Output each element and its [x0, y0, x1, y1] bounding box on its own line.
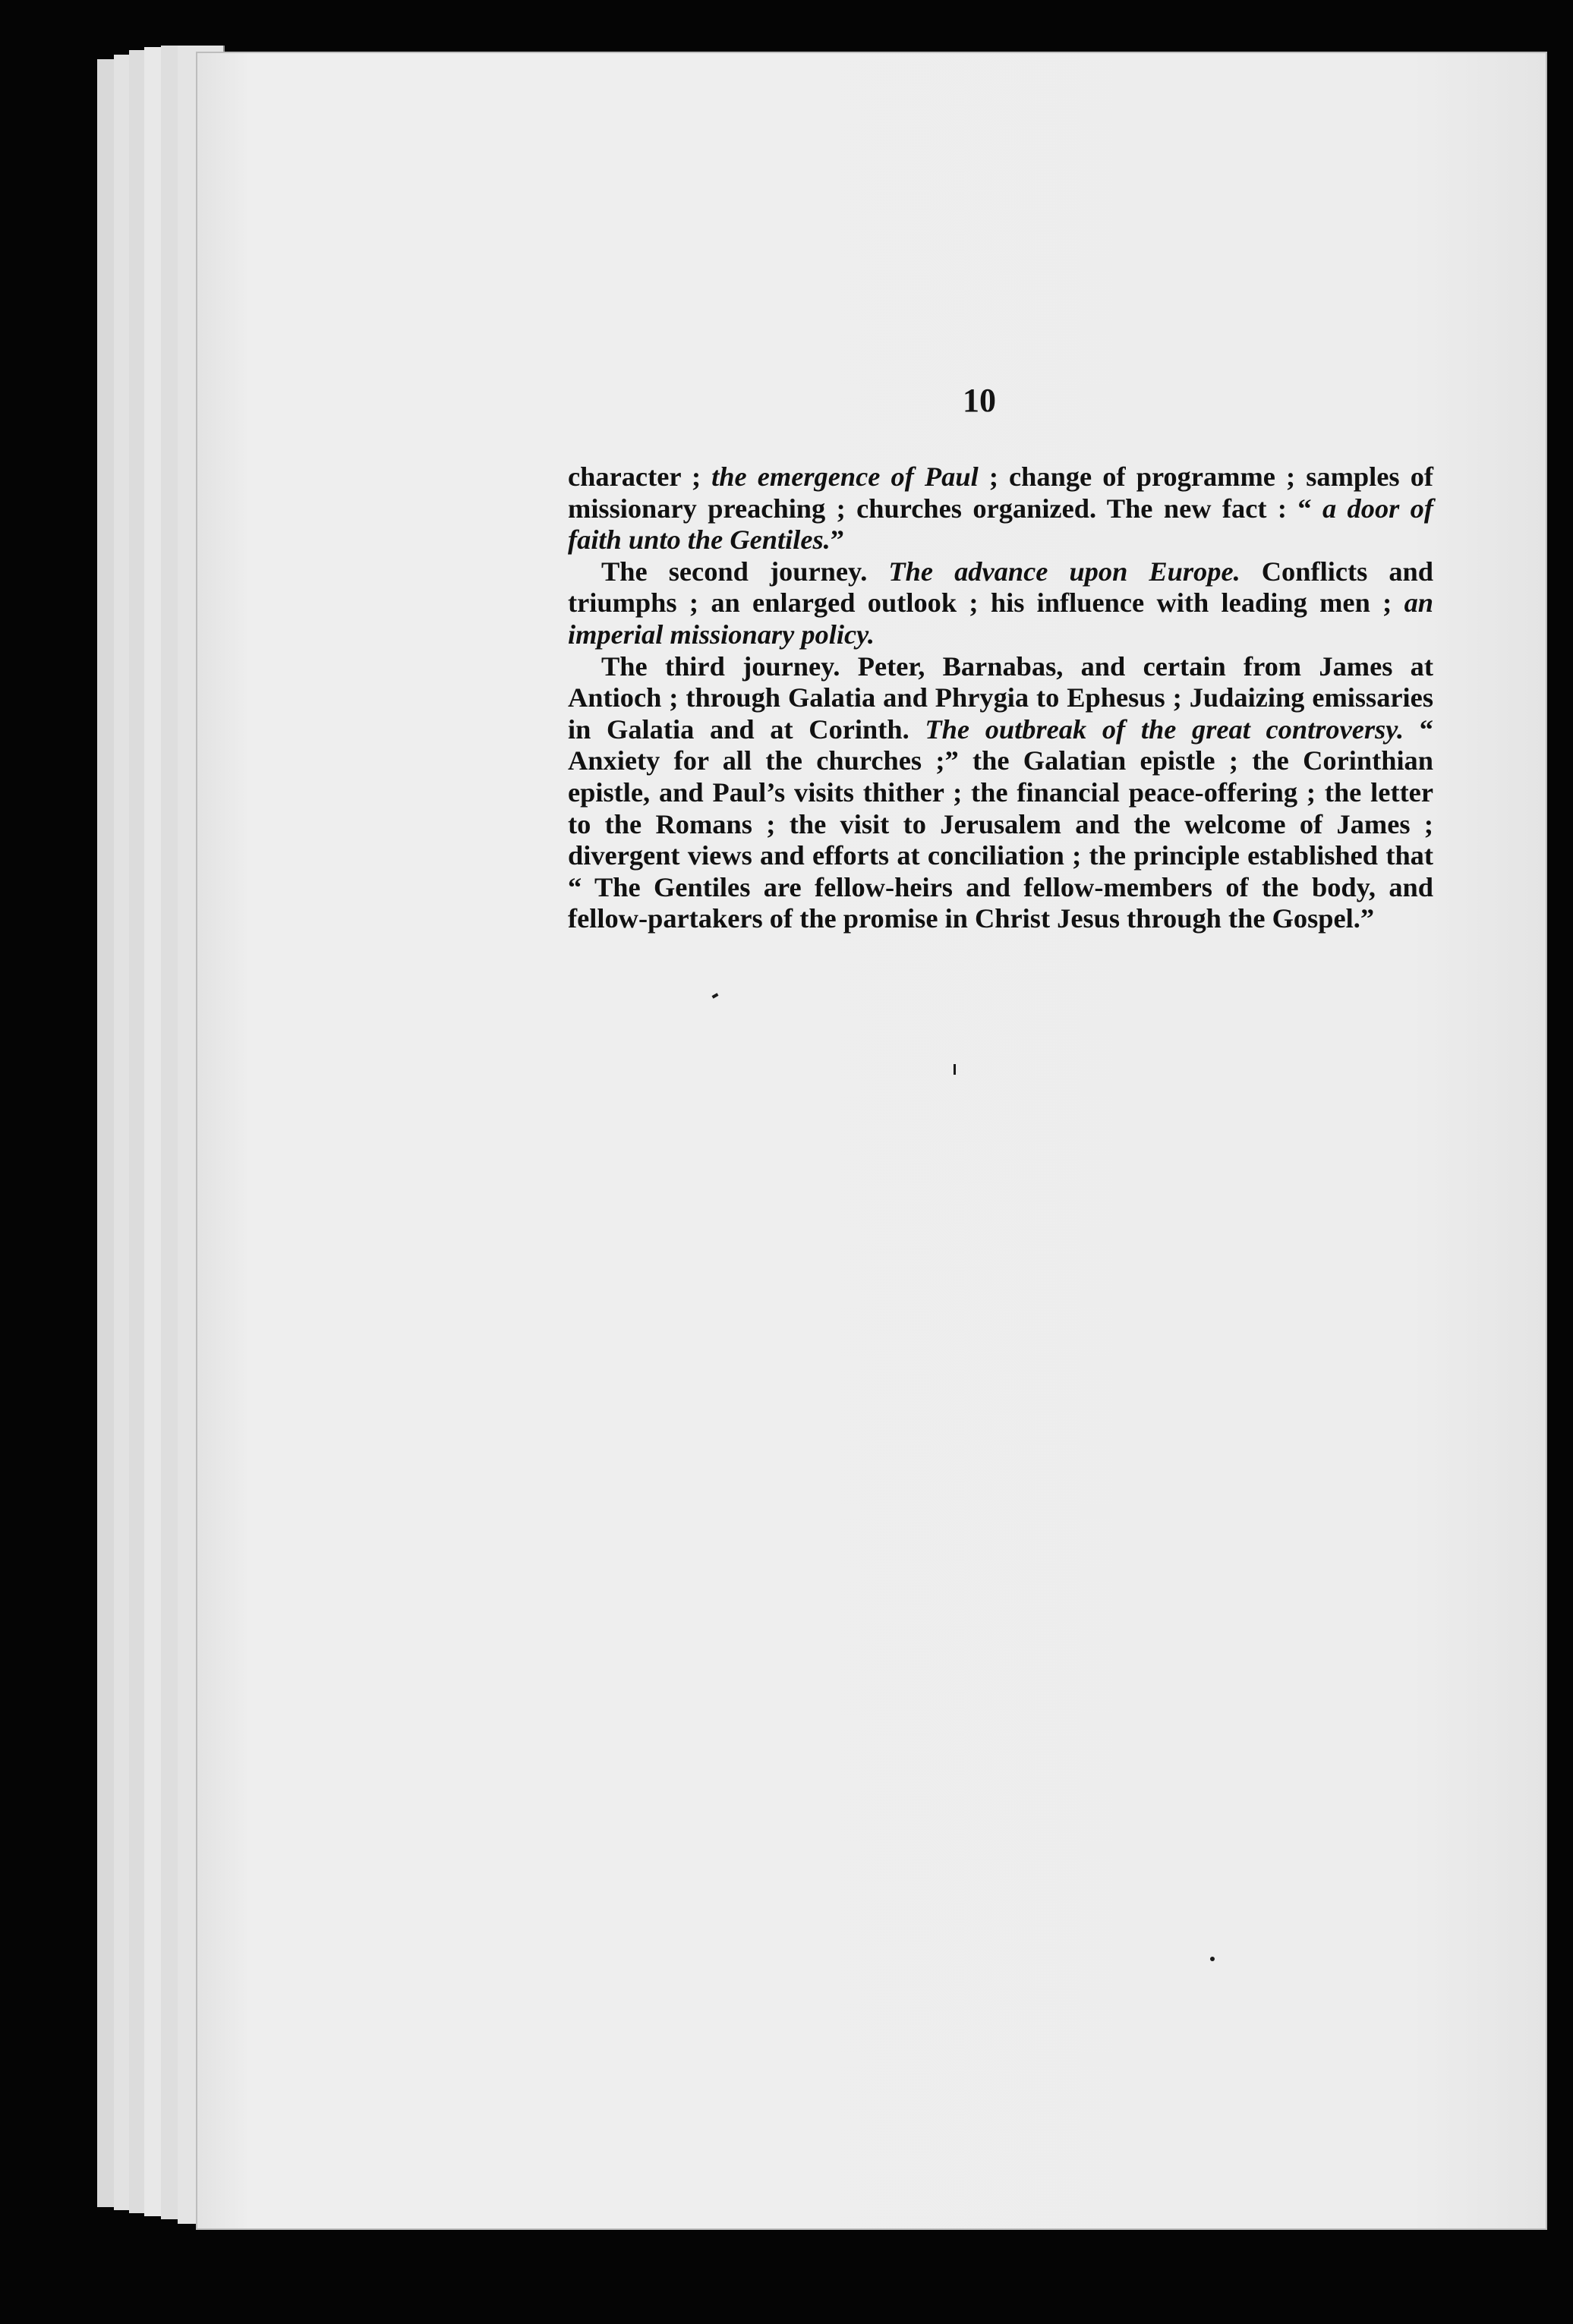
text-run: Conflicts and triumphs ; an enlarged outlook ; his influence with leading men ; [568, 556, 1434, 619]
italic-run: a door of faith unto the Gentiles. [568, 493, 1433, 556]
scan-speck [1210, 1957, 1215, 1961]
paragraph-third-journey [568, 651, 1433, 935]
paragraph-second-journey [568, 556, 1433, 651]
italic-run: an imperial missionary policy. [568, 587, 1433, 650]
paragraph-first-journey [568, 461, 1433, 556]
page-number: 10 [963, 382, 996, 419]
text-run: ; change of programme ; samples of missionary preaching ; churches organized. The new fact : “ [568, 461, 1434, 524]
italic-run: The outbreak of the great controversy. [925, 713, 1404, 745]
italic-run: the emergence of Paul [711, 461, 979, 492]
text-run: The second journey. [601, 556, 889, 587]
scan-speck [954, 1064, 956, 1075]
text-run: character ; [568, 461, 712, 492]
text-run: ” [830, 524, 844, 556]
book-page [196, 52, 1547, 2230]
page-body-text [568, 461, 1433, 935]
text-run: “ Anxiety for all the churches ;” the Galatian epistle ; the Corinthian epistle, and Paul’s visits thither ; the financial peace-offering ; the letter to the Romans ; the visit to Jerusalem and the welcome of James ; divergent views and efforts at conciliation ; the principle established that “ The Gentiles are fellow-heirs and fellow-members of the body, and fellow-partakers of the promise in Christ Jesus through the Gospel.” [568, 713, 1433, 934]
text-run: The third journey. Peter, Barnabas, and certain from James at Antioch ; through Galatia and Phrygia to Ephesus ; Judaizing emissaries in Galatia and at Corinth. [568, 650, 1433, 745]
italic-run: The advance upon Europe. [888, 556, 1240, 587]
